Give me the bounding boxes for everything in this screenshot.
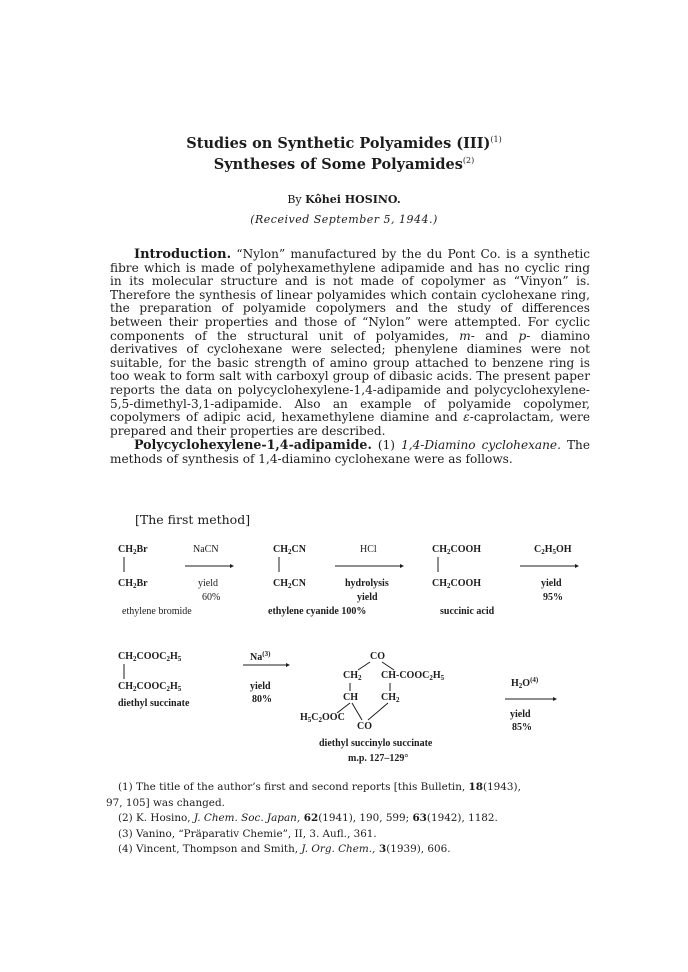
reagent-water: $H_2O^{(4)}$ <box>511 676 539 690</box>
yield-label-3: yield <box>541 578 562 589</box>
yield-value-80: 80% <box>252 694 272 705</box>
formula-ch2cn-top: $CH_2CN$ <box>273 544 306 556</box>
label-diethyl-succinate: diethyl succinate <box>118 698 190 709</box>
reagent-hcl: HCl <box>360 544 377 555</box>
ring-ch-cooc2h5: $CH-COOC_2H_5$ <box>381 670 445 682</box>
formula-ch2cooc2h5-bottom: $CH_2COOC_2H_5$ <box>118 681 182 693</box>
label-ethylene-bromide: ethylene bromide <box>122 606 192 617</box>
label-melting-point: m.p. 127–129° <box>348 753 409 764</box>
footnote-1-continued: 97, 105] was changed. <box>106 796 225 809</box>
ring-ch2-right: $CH_2$ <box>381 692 400 704</box>
footnotes <box>106 780 588 858</box>
yield-value-85: 85% <box>512 722 532 733</box>
label-diethyl-succinylo-succinate: diethyl succinylo succinate <box>319 738 433 749</box>
reagent-sodium: Na$^{(3)}$ <box>250 650 271 663</box>
footnote-2: (2) K. Hosino, J. Chem. Soc. Japan, 62(1941), 190, 599; 63(1942), 1182. <box>118 812 498 825</box>
formula-ch2cooh-bottom: $CH_2COOH$ <box>432 578 482 590</box>
ring-ch-left: CH <box>343 692 358 703</box>
yield-label-4: yield <box>250 681 271 692</box>
paper-title-line1: Studies on Synthetic Polyamides (III)$^{(1)}$ <box>186 135 502 152</box>
formula-ch2cn-bottom: $CH_2CN$ <box>273 578 306 590</box>
ring-h5c2ooc: $H_5C_2OOC$ <box>300 712 345 724</box>
yield-value-95: 95% <box>543 592 563 603</box>
formula-ch2br-bottom: $CH_2Br$ <box>118 578 148 590</box>
ring-co-top: CO <box>370 651 385 662</box>
yield-value-60: 60% <box>202 592 221 603</box>
formula-ch2cooc2h5-top: $CH_2COOC_2H_5$ <box>118 651 182 663</box>
received-date: (Received September 5, 1944.) <box>250 213 438 226</box>
footnote-4: (4) Vincent, Thompson and Smith, J. Org. Chem., 3(1939), 606. <box>118 843 451 856</box>
introduction-paragraph: Introduction. “Nylon” manufactured by the du Pont Co. is a synthetic fibre which is made of polyhexamethylene adipamide and has no cyclic ring in its molecular structure and is not made of copolymer as “Vinyon” is. Therefore the synthesis of linear polyamides which contain cyclohexane ring, the preparation of polyamide copolymers and the study of differences between their properties and those of “Nylon” were attempted. For cyclic components of the structural unit of polyamides, m- and p- diamino derivatives of cyclohexane were selected; phenylene diamines were not suitable, for the basic strength of amino group attached to benzene ring is too weak to form salt with carboxyl group of dibasic acids. The present paper reports the data on polycyclohexylene-1,4-adipamide and polycyclohexylene-5,5-dimethyl-3,1-adipamide. Also an example of polyamide copolymer, copolymers of adipic acid, hexamethylene diamine and ε-caprolactam, were prepared and their properties are described. <box>110 247 590 438</box>
paper-title-line2: Syntheses of Some Polyamides$^{(2)}$ <box>213 156 475 173</box>
yield-label-5: yield <box>510 709 531 720</box>
method-label: [The first method] <box>135 512 251 527</box>
formula-ch2br-top: $CH_2Br$ <box>118 544 148 556</box>
byline: By Kôhei HOSINO. <box>287 193 401 206</box>
footnote-1: (1) The title of the author’s first and second reports [this Bulletin, 18(1943), <box>118 781 521 793</box>
reagent-nacn: NaCN <box>193 544 219 555</box>
ring-ch2-left: $CH_2$ <box>343 670 362 682</box>
label-ethylene-cyanide: ethylene cyanide 100% <box>268 606 367 617</box>
label-succinic-acid: succinic acid <box>440 606 495 617</box>
yield-label-2: yield <box>357 592 378 603</box>
footnote-3: (3) Vanino, “Präparativ Chemie”, II, 3. Aufl., 361. <box>118 827 377 840</box>
label-hydrolysis: hydrolysis <box>345 578 389 589</box>
yield-label-1: yield <box>198 578 218 589</box>
ring-co-bottom: CO <box>357 721 372 732</box>
section-paragraph: Polycyclohexylene-1,4-adipamide. (1) 1,4-Diamino cyclohexane. The methods of synthesis of 1,4-diamino cyclohexane were as follows. <box>110 437 591 466</box>
reagent-ethanol: $C_2H_5OH$ <box>534 544 572 556</box>
formula-ch2cooh-top: $CH_2COOH$ <box>432 544 482 556</box>
author-name: Kôhei HOSINO. <box>305 193 401 206</box>
